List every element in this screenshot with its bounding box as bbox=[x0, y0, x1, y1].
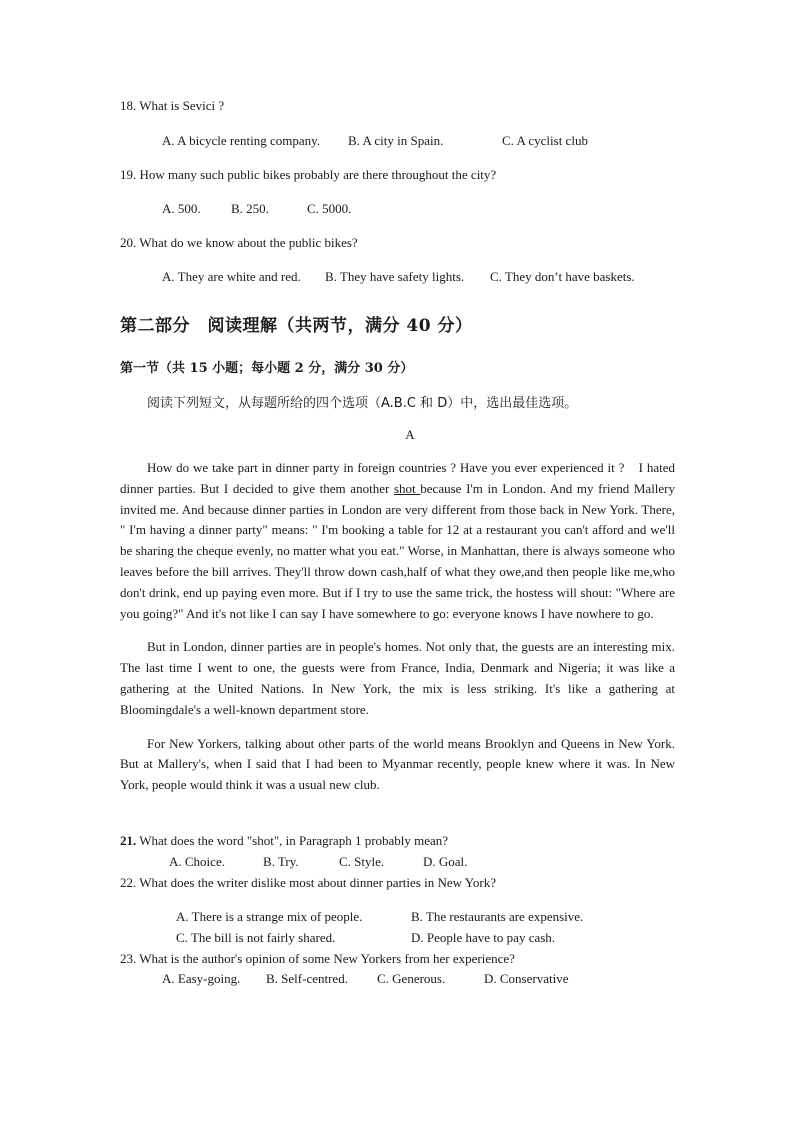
option-21-b: B. Try. bbox=[263, 854, 299, 869]
option-22-c: C. The bill is not fairly shared. bbox=[176, 930, 336, 945]
option-18-a: A. A bicycle renting company. bbox=[162, 133, 321, 148]
option-19-b: B. 250. bbox=[231, 201, 269, 216]
option-22-b: B. The restaurants are expensive. bbox=[411, 909, 584, 924]
question-21: 21. What does the word "shot", in Paragraph 1 probably mean? bbox=[120, 833, 449, 848]
option-20-c: C. They don’t have baskets. bbox=[490, 269, 635, 284]
passage-paragraph-1: How do we take part in dinner party in foreign countries ? Have you ever experienced it ? I hated dinner parties. But I decided to give them another shot because I'm in London. And my friend Mallery invited me. And because dinner parties in London are very different from those back in New York. There, " I'm having a dinner party" means: " I'm booking a table for 12 at a restaurant you can't afford and we'll be sharing the cheque evenly, no matter what you eat." Worse, in Manhattan, there is always someone who leaves before the bill arrives. They'll throw down cash,half of what they owe,and then people like me,who don't drink, end up paying even more. But if I try to use the same trick, the hostess will shout: "Where are you going?" And it's not like I can say I have somewhere to go: everyone knows I have nowhere to go. bbox=[120, 460, 676, 621]
option-20-b: B. They have safety lights. bbox=[325, 269, 465, 284]
passage-paragraph-2: But in London, dinner parties are in people's homes. Not only that, the guests are an interesting mix. The last time I went to one, the guests were from France, India, Denmark and Nigeria; it was like a gathering at the United Nations. In New York, the mix is less striking. It's like a gathering at Bloomingdale's a well-known department store. bbox=[120, 639, 675, 717]
option-19-a: A. 500. bbox=[162, 201, 201, 216]
option-22-d: D. People have to pay cash. bbox=[411, 930, 556, 945]
question-20: 20. What do we know about the public bikes? bbox=[120, 235, 358, 250]
option-21-a: A. Choice. bbox=[169, 854, 225, 869]
option-21-d: D. Goal. bbox=[423, 854, 468, 869]
section-title: 第一节（共 15 小题；每小题 2 分，满分 30 分） bbox=[120, 361, 414, 376]
question-19: 19. How many such public bikes probably are there throughout the city? bbox=[120, 167, 497, 182]
option-23-d: D. Conservative bbox=[484, 971, 569, 986]
part-title: 第二部分 阅读理解（共两节，满分 40 分） bbox=[120, 316, 473, 336]
underlined-word-shot: shot bbox=[393, 480, 421, 496]
passage-paragraph-3: For New Yorkers, talking about other parts of the world means Brooklyn and Queens in New York. But at Mallery's, when I said that I had been to Myanmar recently, people knew where it was. In New York, people would think it was a usual new club. bbox=[120, 735, 675, 793]
instruction: 阅读下列短文，从每题所给的四个选项（A.B.C 和 D）中，选出最佳选项。 bbox=[147, 396, 578, 411]
option-22-a: A. There is a strange mix of people. bbox=[176, 909, 363, 924]
option-23-a: A. Easy-going. bbox=[162, 971, 241, 986]
question-18: 18. What is Sevici ? bbox=[120, 98, 225, 113]
option-21-c: C. Style. bbox=[339, 854, 385, 869]
question-22: 22. What does the writer dislike most about dinner parties in New York? bbox=[120, 875, 496, 890]
option-23-b: B. Self-centred. bbox=[266, 971, 348, 986]
option-20-a: A. They are white and red. bbox=[162, 269, 301, 284]
question-23: 23. What is the author's opinion of some New Yorkers from her experience? bbox=[120, 951, 515, 966]
option-23-c: C. Generous. bbox=[377, 971, 446, 986]
passage bbox=[120, 458, 675, 796]
option-18-c: C. A cyclist club bbox=[502, 133, 588, 148]
passage-label: A bbox=[405, 427, 415, 442]
option-19-c: C. 5000. bbox=[307, 201, 352, 216]
question-21-number: 21. bbox=[120, 833, 137, 848]
option-18-b: B. A city in Spain. bbox=[348, 133, 444, 148]
